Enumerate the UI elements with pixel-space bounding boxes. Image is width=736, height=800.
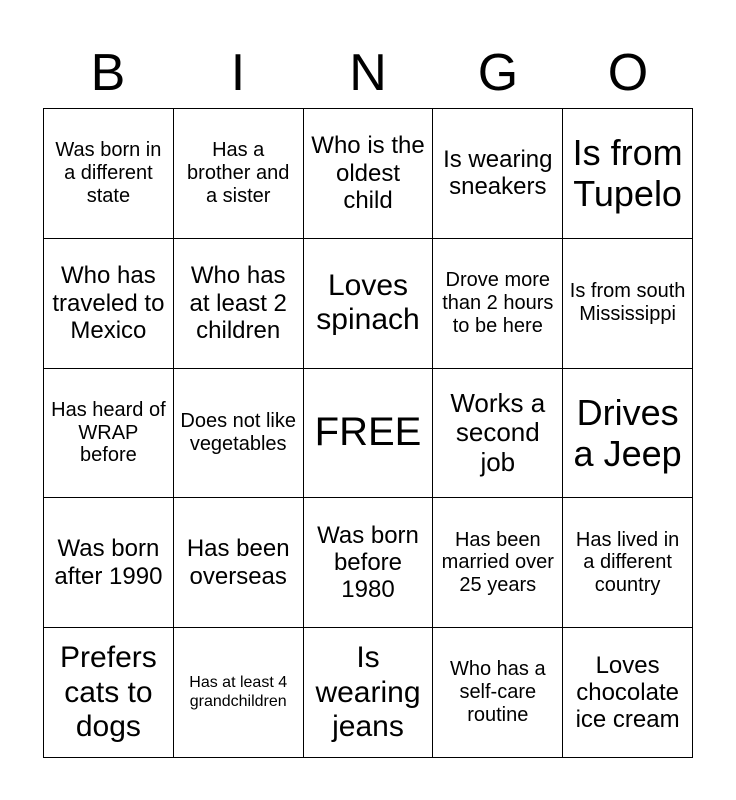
bingo-cell[interactable]: Has a brother and a sister (174, 109, 304, 239)
bingo-cell[interactable]: Loves chocolate ice cream (563, 628, 693, 758)
bingo-cell[interactable]: Drives a Jeep (563, 369, 693, 499)
bingo-cell[interactable]: Was born after 1990 (44, 498, 174, 628)
bingo-cell[interactable]: Who has a self-care routine (433, 628, 563, 758)
bingo-cell[interactable]: Who is the oldest child (304, 109, 434, 239)
bingo-cell[interactable]: Prefers cats to dogs (44, 628, 174, 758)
free-space[interactable]: FREE (304, 369, 434, 499)
bingo-cell[interactable]: Has heard of WRAP before (44, 369, 174, 499)
bingo-board (43, 108, 693, 758)
header-letter-n: N (349, 44, 387, 102)
bingo-cell[interactable]: Works a second job (433, 369, 563, 499)
bingo-header (43, 38, 693, 108)
bingo-cell[interactable]: Who has at least 2 children (174, 239, 304, 369)
bingo-cell[interactable]: Who has traveled to Mexico (44, 239, 174, 369)
header-letter-g: G (477, 44, 519, 102)
bingo-cell[interactable]: Was born in a different state (44, 109, 174, 239)
header-letter-o: O (607, 44, 649, 102)
bingo-cell[interactable]: Is from south Mississippi (563, 239, 693, 369)
bingo-cell[interactable]: Does not like vegetables (174, 369, 304, 499)
bingo-cell[interactable]: Has at least 4 grandchildren (174, 628, 304, 758)
bingo-cell[interactable]: Was born before 1980 (304, 498, 434, 628)
bingo-cell[interactable]: Has been overseas (174, 498, 304, 628)
header-letter-b: B (90, 44, 126, 102)
bingo-cell[interactable]: Loves spinach (304, 239, 434, 369)
bingo-cell[interactable]: Is wearing jeans (304, 628, 434, 758)
bingo-cell[interactable]: Has been married over 25 years (433, 498, 563, 628)
bingo-cell[interactable]: Is from Tupelo (563, 109, 693, 239)
header-letter-i: I (230, 44, 246, 102)
bingo-cell[interactable]: Has lived in a different country (563, 498, 693, 628)
bingo-cell[interactable]: Is wearing sneakers (433, 109, 563, 239)
bingo-cell[interactable]: Drove more than 2 hours to be here (433, 239, 563, 369)
